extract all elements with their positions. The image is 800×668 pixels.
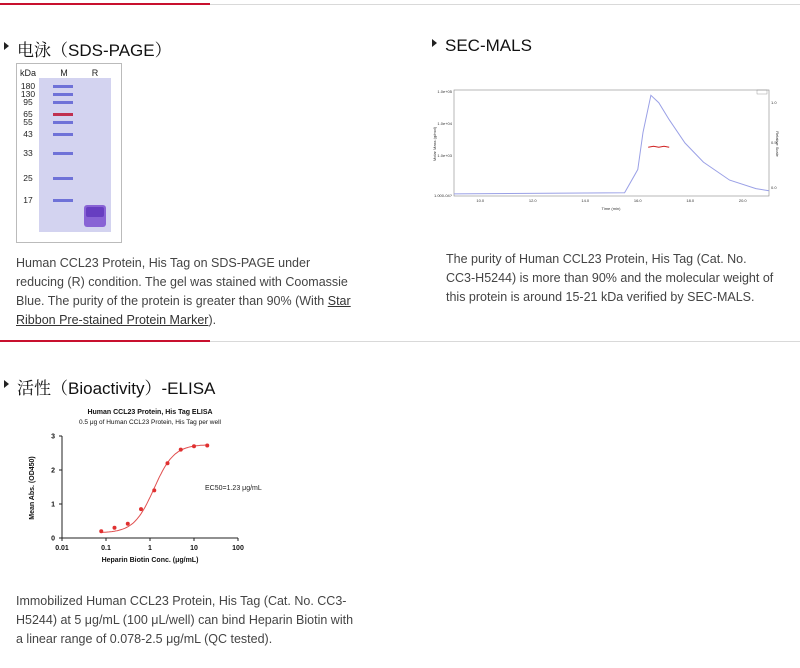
gel-marker-band (53, 152, 73, 155)
sec-mals-chart (430, 84, 780, 214)
gel-marker-band (53, 121, 73, 124)
sec-x-tick-label: 14.0 (581, 198, 590, 203)
elisa-svg (22, 404, 292, 574)
elisa-ec50-annotation: EC50=1.23 μg/mL (205, 485, 262, 492)
gel-marker-band (53, 113, 73, 116)
bullet-triangle-icon (4, 380, 9, 388)
elisa-data-point (139, 507, 143, 511)
sec-y2-tick-label: 0.5 (771, 140, 777, 145)
elisa-data-point (205, 444, 209, 448)
elisa-subtitle: 0.5 μg of Human CCL23 Protein, His Tag per well (78, 419, 222, 426)
gel-marker-band (53, 101, 73, 104)
sec-y2label: Relative Scale (775, 131, 780, 157)
gel-marker-label: 55 (23, 117, 33, 127)
elisa-data-point (126, 522, 130, 526)
elisa-heading-text: 活性（Bioactivity）-ELISA (17, 379, 216, 398)
sec-y2-tick-label: 1.0 (771, 100, 777, 105)
elisa-data-point (112, 526, 116, 530)
gel-marker-band (53, 93, 73, 96)
sec-y2-tick-label: 0.0 (771, 185, 777, 190)
gel-marker-label: 33 (23, 148, 33, 158)
elisa-xlabel: Heparin Biotin Conc. (μg/mL) (101, 557, 199, 564)
top-divider (0, 4, 800, 5)
sec-legend-box (757, 90, 767, 94)
sec-y-tick-label: 1.0e+05 (437, 89, 452, 94)
sec-x-tick-label: 18.0 (686, 198, 695, 203)
elisa-y-tick-label: 3 (51, 433, 55, 441)
gel-marker-label: 180 (20, 81, 36, 91)
elisa-y-tick-label: 1 (51, 501, 55, 509)
gel-header-kda: kDa (19, 68, 37, 78)
gel-header-m: M (60, 68, 68, 78)
star-ribbon-marker-link[interactable]: Star Ribbon Pre-stained Protein Marker (16, 294, 351, 327)
elisa-description: Immobilized Human CCL23 Protein, His Tag (Cat. No. CC3-H5244) at 5 μg/mL (100 μL/well) can bind Heparin Biotin with a linear range of 0.078-2.5 μg/mL (QC tested). (16, 594, 354, 646)
elisa-y-tick-label: 0 (51, 535, 55, 543)
sds-desc-text: Human CCL23 Protein, His Tag on SDS-PAGE under reducing (R) condition. The gel was stained with Coomassie Blue. The purity of the protein is greater than 90% (With (16, 256, 348, 308)
gel-marker-band (53, 199, 73, 202)
gel-marker-label: 43 (23, 129, 33, 139)
sds-description (16, 254, 361, 330)
gel-marker-label: 25 (23, 173, 33, 183)
sample-band-r-core (86, 207, 104, 217)
sec-svg (430, 84, 780, 214)
elisa-data-point (99, 529, 103, 533)
elisa-title: Human CCL23 Protein, His Tag ELISA (87, 409, 213, 416)
elisa-data-point (179, 448, 183, 452)
gel-marker-label: 17 (23, 195, 33, 205)
sec-heading (432, 36, 532, 56)
bullet-triangle-icon (4, 42, 9, 50)
gel-marker-band (53, 133, 73, 136)
gel-marker-label: 130 (20, 89, 36, 99)
divider-accent (0, 3, 210, 5)
sec-x-tick-label: 10.0 (476, 198, 485, 203)
elisa-heading (4, 374, 215, 399)
sec-ylabel: Molar Mass (g/mol) (432, 126, 437, 162)
elisa-data-point (152, 488, 156, 492)
sds-heading (4, 36, 172, 61)
sec-x-tick-label: 16.0 (633, 198, 642, 203)
sec-heading-text: SEC-MALS (445, 36, 532, 55)
divider-accent (0, 340, 210, 342)
gel-marker-label: 95 (23, 97, 33, 107)
sds-desc-end: ). (208, 313, 217, 327)
elisa-x-tick-label: 0.1 (101, 545, 111, 552)
elisa-x-tick-label: 1 (148, 545, 152, 552)
elisa-data-point (192, 444, 196, 448)
sec-y-tick-label: 1.0e+03 (437, 153, 452, 158)
elisa-y-tick-label: 2 (51, 467, 55, 475)
elisa-x-tick-label: 0.01 (55, 545, 69, 552)
sec-molar-mass-trace (648, 146, 669, 147)
middle-divider (0, 341, 800, 342)
gel-header-r: R (91, 68, 99, 78)
sds-gel-image (16, 63, 122, 243)
elisa-chart (22, 404, 292, 574)
elisa-x-tick-label: 100 (232, 545, 244, 552)
sec-description: The purity of Human CCL23 Protein, His Tag (Cat. No. CC3-H5244) is more than 90% and the molecular weight of this protein is around 15-21 kDa verified by SEC-MALS. (446, 252, 774, 304)
sec-xlabel: Time (min) (601, 206, 621, 211)
sec-x-tick-label: 12.0 (528, 198, 537, 203)
elisa-ylabel: Mean Abs. (OD450) (29, 456, 36, 520)
gel-marker-label: 65 (23, 109, 33, 119)
elisa-x-tick-label: 10 (190, 545, 198, 552)
sds-heading-text: 电泳（SDS-PAGE） (17, 41, 172, 60)
sec-y-tick-label: 1.000-04? (433, 193, 452, 198)
sec-plot-frame (454, 90, 769, 196)
bullet-triangle-icon (432, 39, 437, 47)
gel-svg (17, 64, 121, 242)
sec-uv-trace (454, 95, 769, 194)
sec-y-tick-label: 1.0e+04 (437, 121, 452, 126)
elisa-data-point (166, 461, 170, 465)
gel-marker-band (53, 177, 73, 180)
sec-x-tick-label: 20.0 (738, 198, 747, 203)
gel-marker-band (53, 85, 73, 88)
